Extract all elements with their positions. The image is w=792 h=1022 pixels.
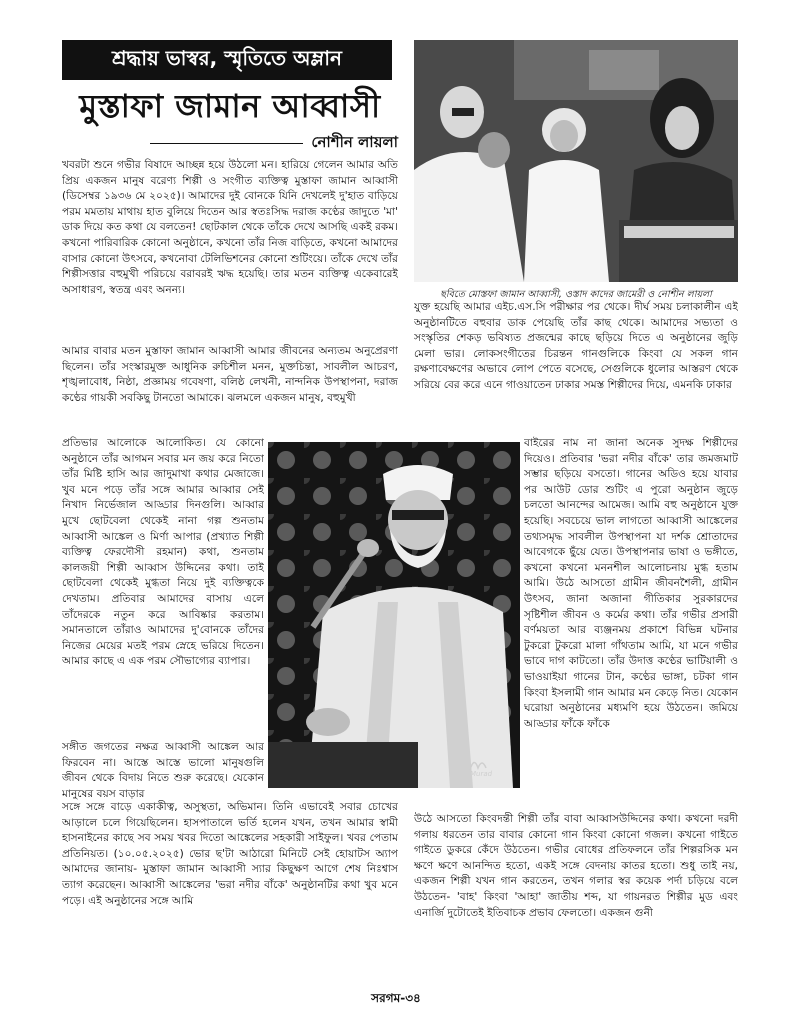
author-byline [150,130,398,156]
header-banner: শ্রদ্ধায় ভাস্বর, স্মৃতিতে অম্লান [62,40,392,80]
photo-caption: ছবিতে মোস্তফা জামান আব্বাসী, ওস্তাদ কাদের জামেরী ও নোশীন লায়লা [440,289,712,300]
left-paragraph-1: খবরটা শুনে গভীর বিষাদে আচ্ছন্ন হয়ে উঠলো মন। হারিয়ে গেলেন আমার অতি প্রিয় একজন মানুষ বরেণ্য শিল্পী ও সংগীত ব্যক্তিত্ব মুস্তাফা জামান আব্বাসী (ডিসেম্বর ১৯৩৬ মে ২০২৫)। আমাদের দুই বোনকে যিনি দেখলেই দু'হাত বাড়িয়ে পরম মমতায় মাথায় হাত বুলিয়ে দিতেন আর স্বতঃসিদ্ধ দরাজ কণ্ঠের জাদুতে 'মা' ডাক দিয়ে কত কথা যে বলতেন! ছোটকাল থেকে তাঁকে দেখে আসছি একই রকম। কখনো পারিবারিক কোনো অনুষ্ঠানে, কখনো তাঁর নিজ বাড়িতে, কখনো আমাদের বাসার কোনো উৎসবে, কখনোবা টেলিভিশনের কোনো শুটিংয়ে। তাঁকে দেখে তাঁর শিল্পীসত্তার বহুমুখী পরিচয়ে বরাবরই ঋদ্ধ হয়েছি। তার মতন ব্যক্তিত্ব একেবারেই অসাধারণ, স্বতন্ত্র এবং অনন্য। [62,159,398,296]
article-title: মুস্তাফা জামান আব্বাসী [79,87,381,125]
group-photo [414,40,738,282]
signature-logo [466,752,506,778]
group-photo-image [414,40,738,282]
page-number: সরগম-৩৪ [371,991,421,1005]
portrait-image [268,442,520,788]
left-paragraph-4: সঙ্গীত জগতের নক্ষত্র আব্বাসী আঙ্কেল আর ফিরবেন না। আস্তে আস্তে ভালো মানুষগুলি জীবন থেকে বিদায় নিতে শুরু করেছে। যেকোন মানুষের বয়স বাড়ার [62,741,264,800]
left-paragraph-2: আমার বাবার মতন মুস্তাফা জামান আব্বাসী আমার জীবনের অন্যতম অনুপ্রেরণা ছিলেন। তাঁর সংস্কারমুক্ত আধুনিক রুচিশীল মনন, মুক্তচিন্তা, সাবলীল আচরণ, শৃঙ্খলাবোধ, নিষ্ঠা, প্রজ্ঞাময় গবেষণা, বলিষ্ঠ লেখনী, নান্দনিক উপস্থাপনা, দরাজ কণ্ঠের গায়কী সবকিছু টানতো আমাকে। ঝলমলে একজন মানুষ, বহুমুখী [62,345,398,404]
byline-rule [150,143,303,144]
svg-text:Murad: Murad [470,770,493,778]
photographer-signature [466,752,506,778]
portrait-photo [268,442,520,788]
right-paragraph-2: বাইরের নাম না জানা অনেক সুদক্ষ শিল্পীদের দিয়েও। প্রতিবার 'ভরা নদীর বাঁকে' তার জমজমাট সম্ভার ছড়িয়ে বসতো। গানের অডিও হয়ে যাবার পর আউট ডোর শুটিং এ পুরো অনুষ্ঠান জুড়ে চলতো আনন্দের আমেজ। আমি বহু অনুষ্ঠানে যুক্ত হয়েছি। সবচেয়ে ভাল লাগতো আব্বাসী আঙ্কেলের তথ্যসমৃদ্ধ সাবলীল উপস্থাপনা যা দর্শক শ্রোতাদের আবেগকে ছুঁয়ে যেত। উপস্থাপনার ভাষা ও ভঙ্গীতে, কখনো কখনো মননশীল আলোচনায় মুগ্ধ হতাম আমি। উঠে আসতো গ্রামীন জীবনশৈলী, গ্রামীন উৎসব, জানা অজানা গীতিকার সুরকারদের সৃষ্টিশীল জীবন ও কর্মের কথা। তাঁর গভীর প্রসারী বর্ণময়তা আর ব্যঞ্জনময় প্রকাশে বিভিন্ন ঘটনার টুকরো টুকরো মালা গাঁথতাম আমি, যা মনে গভীর ভাবে দাগ কাটতো। তাঁর উদাত্ত কণ্ঠের ভাটিয়ালী ও ভাওয়াইয়া গানের টান, কণ্ঠের ভাঙ্গা, চটকা গান কিংবা ইসলামী গান আমার মন কেড়ে নিত। যেকোন ঘরোয়া অনুষ্ঠানের মধ্যমণি হয়ে উঠতেন। জমিয়ে আড্ডার ফাঁকে ফাঁকে [524,437,738,730]
right-paragraph-3: উঠে আসতো কিংবদন্তী শিল্পী তাঁর বাবা আব্বাসউদ্দিনের কথা। কখনো দরদী গলায় ধরতেন তার বাবার কোনো গান কিংবা কোনো গজল। কখনো গাইতে গাইতে ডুকরে কেঁদে উঠতেন। গভীর বোধের প্রতিফলনে তাঁর শিল্পরসিক মন ক্ষণে ক্ষণে আনন্দিত হতো, একই সঙ্গে বেদনায় কাতর হতো। শুধু তাই নয়, একজন শিল্পী যখন গান করতেন, তখন গলার স্বর কয়েক পর্দা চড়িয়ে বলে উঠতেন- 'বাহ' কিংবা 'আহা' জাতীয় শব্দ, যা গায়নরত শিল্পীর মুড এবং এনার্জি দুটোতেই ইতিবাচক প্রভাব ফেলতো। একজন গুনী [414,813,738,919]
left-paragraph-5: সঙ্গে সঙ্গে বাড়ে একাকীত্ব, অসুস্থতা, অভিমান। তিনি এভাবেই সবার চোখের আড়ালে চলে গিয়েছিলেন। হাসপাতালে ভর্তি হলেন যখন, তখন আমার স্বামী হাসনাইনের কাছে সব সময় খবর দিতো আঙ্কেলের সহকারী সাইফুল। খবর পেতাম প্রতিনিয়ত। (১০.০৫.২০২৫) ভোর ছ'টা আঠারো মিনিটে সেই হোয়াটস অ্যাপ আমাদের জানায়- মুস্তাফা জামান আব্বাসী স্যার কিছুক্ষণ আগে শেষ নিঃশ্বাস ত্যাগ করেছেন। আব্বাসী আঙ্কেলের 'ভরা নদীর বাঁকে' অনুষ্ঠানটির কথা খুব মনে পড়ে। এই অনুষ্ঠানের সঙ্গে আমি [62,801,398,907]
author-name: নোশীন লায়লা [311,132,398,151]
right-paragraph-1: যুক্ত হয়েছি আমার এইচ.এস.সি পরীক্ষার পর থেকে। দীর্ঘ সময় চলাকালীন এই অনুষ্ঠানটিতে বহুবার ডাক পেয়েছি তাঁর কাছ থেকে। আমাদের সভ্যতা ও সংস্কৃতির শেকড় ভবিষ্যত প্রজন্মের কাছে ছড়িয়ে দিতে এ অনুষ্ঠানের জুড়ি মেলা ভার। লোকসংগীতের চিরন্তন গানগুলিকে কিংবা যে সকল গান রক্ষণাবেক্ষণের অভাবে লোপ পেতে বসেছে, সেগুলিকে ধুলোর আস্তরণ থেকে সরিয়ে বের করে এনে গাওয়াতেন ঢাকার সমস্ত শিল্পীদের দিয়ে, এমনকি ঢাকার [414,301,738,391]
left-paragraph-3: প্রতিভার আলোকে আলোকিত। যে কোনো অনুষ্ঠানে তাঁর আগমন সবার মন জয় করে নিতো তাঁর মিষ্টি হাসি আর জাদুমাখা কথার মেজাজে। খুব মনে পড়ে তাঁর সঙ্গে আমার আব্বার সেই নিখাদ নির্ভেজাল আড্ডার দিনগুলি। আব্বার মুখে ছোটবেলা থেকেই নানা গল্প শুনতাম আব্বাসী আঙ্কেল ও মির্ণা আপার (প্রখ্যাত শিল্পী ব্যক্তিত্ব ফেরদৌসী রহমান) কথা, শুনতাম কালজয়ী শিল্পী আব্বাস উদ্দিনের কথা। তাই ছোটবেলা থেকেই মুগ্ধতা নিয়ে দুই ব্যক্তিত্বকে দেখতাম। প্রতিবার আমাদের বাসায় এলে তাঁদেরকে নতুন করে আবিষ্কার করতাম। সমানতালে তাঁরাও আমাদের দু'বোনকে তাঁদের নিজের মেয়ের মতই পরম স্নেহে ভরিয়ে দিতেন। আমার কাছে এ এক পরম সৌভাগ্যের ব্যাপার। [62,437,264,668]
